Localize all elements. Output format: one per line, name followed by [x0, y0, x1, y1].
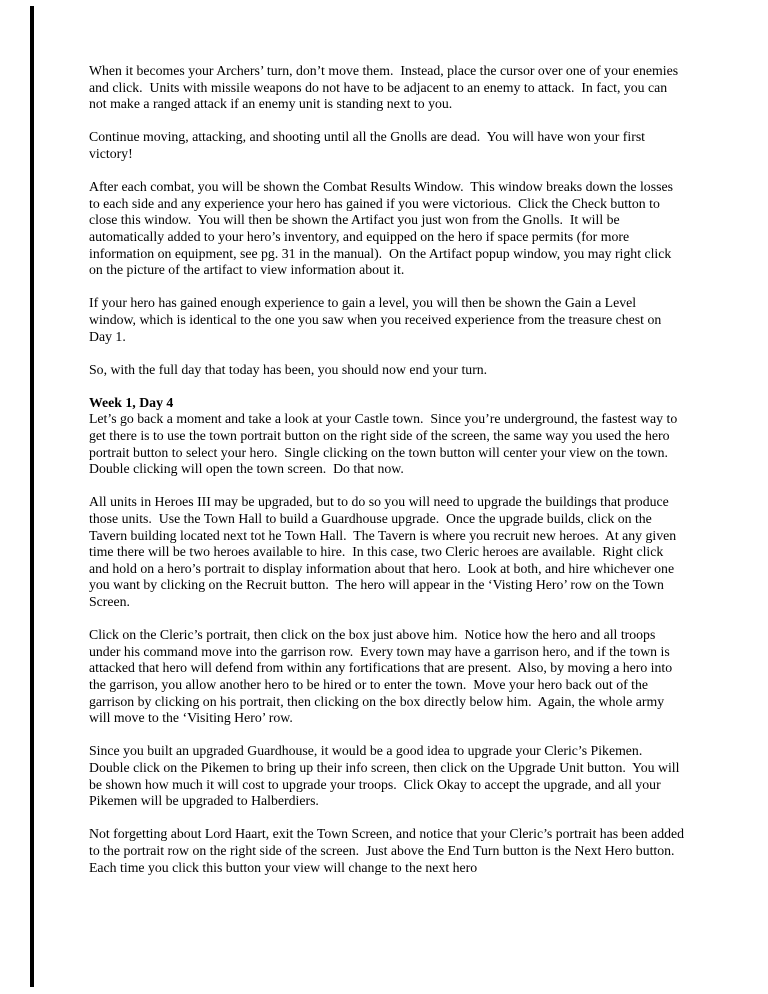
paragraph-combat-results: After each combat, you will be shown the Combat Results Window. This window breaks down the losses to each side and any experience your hero has gained if you were victorious. Click the Check button to close this window. You will then be shown the Artifact you just won from the Gnolls. It will be automatically added to your hero’s inventory, and equipped on the hero if space permits (for more information on equipment, see pg. 31 in the manual). On the Artifact popup window, you may right click on the picture of the artifact to view information about it.	[89, 179, 677, 278]
paragraph-end-turn: So, with the full day that today has been, you should now end your turn.	[89, 361, 488, 377]
paragraph-garrison: Click on the Cleric’s portrait, then click on the box just above him. Notice how the hero and all troops under his command move into the garrison row. Every town may have a garrison hero, and if the town is attacked that hero will defend from within any fortifications that are present. Also, by moving a hero into the garrison, you allow another hero to be hired or to enter the town. Move your hero back out of the garrison by clicking on his portrait, then clicking on the box directly below him. Again, the whole army will move to the ‘Visiting Hero’ row.	[89, 627, 676, 726]
paragraph-upgrades-tavern: All units in Heroes III may be upgraded, but to do so you will need to upgrade the buildings that produce those units. Use the Town Hall to build a Guardhouse upgrade. Once the upgrade builds, click on the Tavern building located next tot he Town Hall. The Tavern is where you recruit new heroes. At any given time there will be two heroes available to hire. In this case, two Cleric heroes are available. Right click and hold on a hero’s portrait to display information about that hero. Look at both, and hire whichever one you want by clicking on the Recruit button. The hero will appear in the ‘Visting Hero’ row on the Town Screen.	[89, 494, 680, 609]
paragraph-next-hero: Not forgetting about Lord Haart, exit the Town Screen, and notice that your Cleric’s portrait has been added to the portrait row on the right side of the screen. Just above the End Turn button is the Next Hero button. Each time you click this button your view will change to the next hero	[89, 826, 688, 875]
section-heading-week1-day4: Week 1, Day 4	[89, 394, 174, 410]
scan-artifact-line	[30, 6, 34, 987]
document-content	[89, 63, 686, 876]
paragraph-first-victory: Continue moving, attacking, and shooting until all the Gnolls are dead. You will have won your first victory!	[89, 129, 649, 161]
paragraph-castle-town: Let’s go back a moment and take a look at your Castle town. Since you’re underground, the fastest way to get there is to use the town portrait button on the right side of the screen, the same way you used the hero portrait button to select your hero. Single clicking on the town button will center your view on the town. Double clicking will open the town screen. Do that now.	[89, 411, 681, 477]
paragraph-archers-turn: When it becomes your Archers’ turn, don’t move them. Instead, place the cursor over one of your enemies and click. Units with missile weapons do not have to be adjacent to an enemy to attack. In fact, you can not make a ranged attack if an enemy unit is standing next to you.	[89, 63, 682, 112]
paragraph-gain-level: If your hero has gained enough experience to gain a level, you will then be shown the Gain a Level window, which is identical to the one you saw when you received experience from the treasure chest on Day 1.	[89, 295, 665, 344]
paragraph-upgrade-pikemen: Since you built an upgraded Guardhouse, it would be a good idea to upgrade your Cleric’s Pikemen. Double click on the Pikemen to bring up their info screen, then click on the Upgrade Unit button. You will be shown how much it will cost to upgrade your troops. Click Okay to accept the upgrade, and all your Pikemen will be upgraded to Halberdiers.	[89, 743, 683, 809]
